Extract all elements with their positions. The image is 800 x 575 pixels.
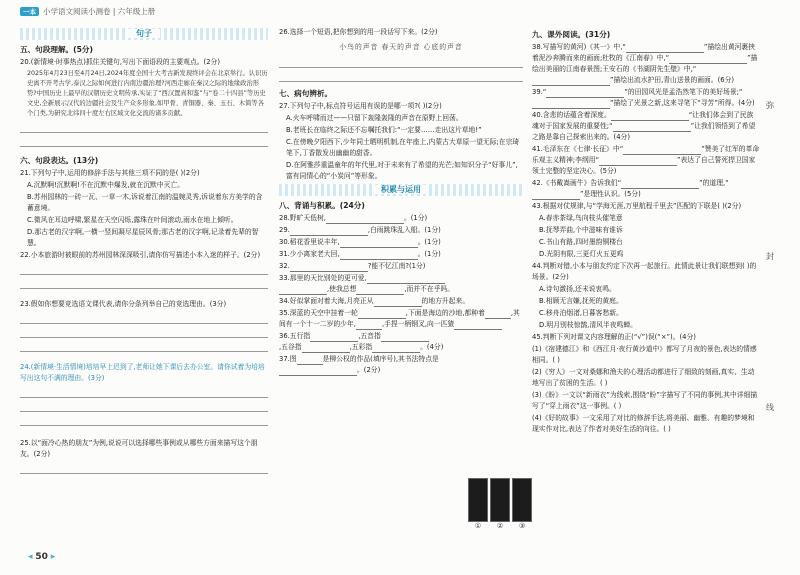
fill-blank[interactable] xyxy=(532,100,610,109)
fill-blank[interactable] xyxy=(326,215,404,224)
question-45: 45.判断下列对课文内容理解的正(“√”)误(“×”)。(4分) xyxy=(532,333,696,341)
answer-line[interactable] xyxy=(20,341,268,352)
fill-blank[interactable] xyxy=(356,321,382,330)
fill-blank[interactable] xyxy=(454,321,502,330)
option: B.老班长在临终之际还不忘嘱托我们:“一定要……走出这片草地!” xyxy=(286,126,482,134)
fill-blank[interactable] xyxy=(374,298,422,307)
calligraphy-sample-3 xyxy=(512,478,532,522)
judge-item: (3)《盼》一文以“新雨衣”为线索,围绕“盼”字描写了不同的事例,其中详细描写了“穿上雨衣”这一事例。( ) xyxy=(532,391,758,410)
fill-blank[interactable] xyxy=(358,310,406,319)
answer-line[interactable] xyxy=(20,264,268,275)
fill-blank[interactable] xyxy=(279,367,357,376)
margin-char: 封 xyxy=(766,252,774,261)
judge-item: (2)《穷人》一文对桑娜和渔夫的心理活动都进行了细致的刻画,真实、生动地写出了贫困的生活。( ) xyxy=(532,368,755,387)
fill-blank[interactable] xyxy=(297,356,323,365)
option: A.春赤茶绿,鸟向枝头催笔意 xyxy=(539,214,623,222)
page-number: ◂ 50 ▸ xyxy=(28,552,56,562)
fill-blank[interactable] xyxy=(599,157,677,166)
answer-line[interactable] xyxy=(279,71,523,82)
option: C.在傍晚夕阳西下,少年同土晒明机制,在年座上,内蒙古大草原一望无际;在宗琦笔下,丁香散发出幽幽的甜香。 xyxy=(286,138,520,157)
calligraphy-sample-2 xyxy=(490,478,510,522)
question-20: 20.(新情境·时事热点)抓住关键句,写出下面语段的主要观点。(2分) xyxy=(20,58,220,66)
question-34: 34.好似掌面对着大海,月亮正从 的地方升起来。 xyxy=(279,297,470,305)
section-title: 六、句段表达。(13分) xyxy=(20,156,99,165)
calligraphy-option[interactable]: ② xyxy=(490,478,510,530)
question-32: 32. ?能不忆江南?(1分) xyxy=(279,262,426,270)
brand-logo: 一本 xyxy=(20,7,39,16)
answer-line[interactable] xyxy=(20,463,268,474)
answer-line[interactable] xyxy=(279,57,523,68)
option: D.那古老的汉字啊,一横一竖间凝尽星辰风骨;那古老的汉字啊,记录着先辈的智慧。 xyxy=(27,228,259,247)
book-title: 小学语文阅读小测卷 | 六年级上册 xyxy=(43,7,156,16)
option: B.相顾无言嫌,抚死的黄庭。 xyxy=(539,297,623,305)
fill-blank[interactable] xyxy=(623,146,701,155)
fill-blank[interactable] xyxy=(356,286,404,295)
left-column xyxy=(20,26,268,474)
judge-item: (4)《好的故事》一文采用了对比的修辞手法,将美丽、幽雅、有趣的梦境和现实作对比,表达了作者对美好生活的向往。( ) xyxy=(532,414,755,433)
question-38: 38.写描写的黄河)《其一》中,“ ”描绘出黄河裹挟着泥沙奔腾而来的画面;杜牧的《江南春》中,“ ”描绘出美丽的江南春景图;王安石的《书湖阴先生壁》中,“”描绘出流水护田,青山送景的画面。(6分) xyxy=(532,43,758,84)
page-header xyxy=(20,6,155,17)
fill-blank[interactable] xyxy=(546,89,624,98)
fill-blank[interactable] xyxy=(485,310,511,319)
option: A.诗句激扬,还未说衷鸣。 xyxy=(539,285,616,293)
fill-blank[interactable] xyxy=(302,344,350,353)
option: C.微风在耳边呼啸,繁星在天空闪烁,露珠在叶间滚动,雨水在地上倾听。 xyxy=(27,216,238,224)
section-band-sentences: 句子 xyxy=(20,28,268,40)
calligraphy-option[interactable]: ① xyxy=(468,478,488,530)
fill-blank[interactable] xyxy=(611,112,689,121)
question-24: 24.(新情境·生活情境)培培早上迟到了,老师让她下课后去办公室。请你试着为培培写出这句不满的理由。(3分) xyxy=(20,363,265,382)
fill-blank[interactable] xyxy=(340,239,418,248)
fill-blank[interactable] xyxy=(279,286,327,295)
option: D.明月别枝惊鹊,清风半夜鸣蝉。 xyxy=(539,321,637,329)
phrase-options: 小鸟的声音 春天的声音 心底的声音 xyxy=(339,43,463,51)
question-26: 26.选择一个短语,把你想到的用一段话写下来。(2分) xyxy=(279,28,438,36)
fill-blank[interactable] xyxy=(613,123,691,132)
fill-blank[interactable] xyxy=(626,44,704,53)
question-33: 33.那里的天比别处的更可爱, ,使我总想 ,而并不在乎吗。 xyxy=(279,274,455,293)
question-30: 30.稻花香里说丰年, 。(1分) xyxy=(279,238,441,246)
calligraphy-sample-1 xyxy=(468,478,488,522)
option: C.书山有路,四时墨韵铜楼台 xyxy=(539,238,623,246)
option: D.在阿雅莎重温童年的年代里,对于未来有了希望的光芒;如知识分子“好事儿”,富有同情心的“小炭问”等形象。 xyxy=(286,161,518,180)
question-40: 40.含悲的话蕴含着深度。 “让我们体会到了民族魂对于国家发展的重要性;“ ”让我们领悟到了希望之路是靠自己探索出来的。(4分) xyxy=(532,111,756,141)
option: B.抚琴弄曲,个中滋味有谁诉 xyxy=(539,226,623,234)
question-43: 43.根据对仗规律,与“学海无涯,万里航程千里去”匹配的下联是( )(2分) xyxy=(532,202,742,210)
answer-line[interactable] xyxy=(20,122,268,133)
answer-line[interactable] xyxy=(20,415,268,426)
answer-line[interactable] xyxy=(20,401,268,412)
calligraphy-option[interactable]: ③ xyxy=(512,478,532,530)
fill-blank[interactable] xyxy=(532,77,610,86)
section-band-accumulation: 积累与运用 xyxy=(279,184,523,196)
option: A.沉默啊!沉默啊!不在沉默中爆发,就在沉默中灭亡。 xyxy=(27,181,185,189)
question-37: 37.图 是柳公权的作品(填序号),其书法特点是。(2分) xyxy=(279,355,439,374)
option: D.光阴有限,三更灯火五更鸡 xyxy=(539,250,624,258)
margin-char: 弥 xyxy=(766,101,774,110)
question-31: 31.少小离家老大回, 。(1分) xyxy=(279,250,441,258)
question-42: 42.《书戴嵩画牛》告诉我们“ ”的道理,“”是理性认识。(5分) xyxy=(532,179,729,198)
question-21: 21.下列句子中,运用的修辞手法与其他三项不同的是( )(2分) xyxy=(20,169,200,177)
question-36: 36.五行指 ,五音指 ,五谷指 ,五彩指 。(4分) xyxy=(279,332,444,351)
fill-blank[interactable] xyxy=(532,191,580,200)
question-28: 28.野旷天低树, 。(1分) xyxy=(279,214,428,222)
binding-margin xyxy=(766,100,774,413)
fill-blank[interactable] xyxy=(621,180,699,189)
section-title: 九、课外阅读。(31分) xyxy=(532,30,611,39)
question-23: 23.假如你想要竞选语文课代表,请你分条列举自己的竞选理由。(3分) xyxy=(20,300,227,308)
middle-column xyxy=(279,26,523,377)
judge-item: (1)《宿建德江》和《西江月·夜行黄沙道中》都写了月夜的景色,表达的情感相同。( ) xyxy=(532,345,757,364)
question-25: 25.以“面冷心热的朋友”为例,说说可以选择哪些事例或从哪些方面来描写这个朋友。(2分) xyxy=(20,439,258,458)
question-41: 41.毛泽东在《七律·长征》中“ ”赞美了红军的革命乐观主义精神;李纲用“ ”表达了自己誓死捍卫国家领土完整的坚定决心。(5分) xyxy=(532,145,760,175)
section-title: 七、病句辨析。 xyxy=(279,89,333,98)
answer-line[interactable] xyxy=(20,387,268,398)
fill-blank[interactable] xyxy=(381,333,429,342)
question-39: 39.“ ”的田园风光是孟浩然笔下的美好场景;“”描绘了光景之新,这来寻笔下“寻芳”所得。(4分) xyxy=(532,88,755,107)
fill-blank[interactable] xyxy=(340,251,418,260)
answer-line[interactable] xyxy=(20,327,268,338)
fill-blank[interactable] xyxy=(372,344,420,353)
fill-blank[interactable] xyxy=(669,55,747,64)
option: B.苏州园林的一砖一瓦、一草一木,诉说着江南的温婉灵秀,诉说着东方美学的含蓄意境。 xyxy=(27,193,263,212)
question-44: 44.判断对错,小本与朋友约定下次再一起旅行。此情此景让我们联想到( )的场景。(2分) xyxy=(532,262,757,281)
fill-blank[interactable] xyxy=(367,275,445,284)
question-35: 35.深蓝的天空中挂着一轮 ,下面是海边的沙地,都种着 ,其间有一个十一二岁的少年, ,手捏一柄钢叉,向一匹猹 xyxy=(279,309,520,328)
margin-char: 线 xyxy=(766,403,774,412)
section-title: 八、背诵与积累。(24分) xyxy=(279,201,365,210)
passage: 2025年4月23日至4月24日,2024年度全国十大考古新发现终评会在北京举行。认识历史离不开考古学,泰汉之际如何进行内南边疆治理?河西走廊在秦汉之际的地缘政治形势?中国历史上最早的汉朝历史文明传承,实证了“西汉置真和鉴”与“卷二十四县”等历史文史,全新展示汉代的边疆社会及生产众多形象,如甲骨、青铜器、秦、玉石、木简等各个门类,为研究北纬四十度左右区域文化交流的诸多贡献。 xyxy=(27,70,268,117)
section-title: 五、句段理解。(5分) xyxy=(20,45,93,54)
option: A.火车呼啸而过——只留下轰隆轰隆的声音在原野上回荡。 xyxy=(286,114,463,122)
answer-line[interactable] xyxy=(20,278,268,289)
answer-line[interactable] xyxy=(20,313,268,324)
answer-line[interactable] xyxy=(20,136,268,147)
calligraphy-images xyxy=(468,478,532,530)
question-22: 22.小本旅游时被眼前的苏州园林深深吸引,请你仿写描述小本入迷的样子。(2分) xyxy=(20,251,261,259)
fill-blank[interactable] xyxy=(290,263,368,272)
option: C.移舟泊烟渚,日暮客愁新。 xyxy=(539,309,623,317)
question-29: 29. ,白雨跳珠乱入船。(1分) xyxy=(279,226,441,234)
right-column xyxy=(532,26,760,436)
fill-blank[interactable] xyxy=(310,333,358,342)
question-27: 27.下列句子中,标点符号运用有误的是哪一项?( )(2分) xyxy=(279,102,442,110)
fill-blank[interactable] xyxy=(290,227,368,236)
